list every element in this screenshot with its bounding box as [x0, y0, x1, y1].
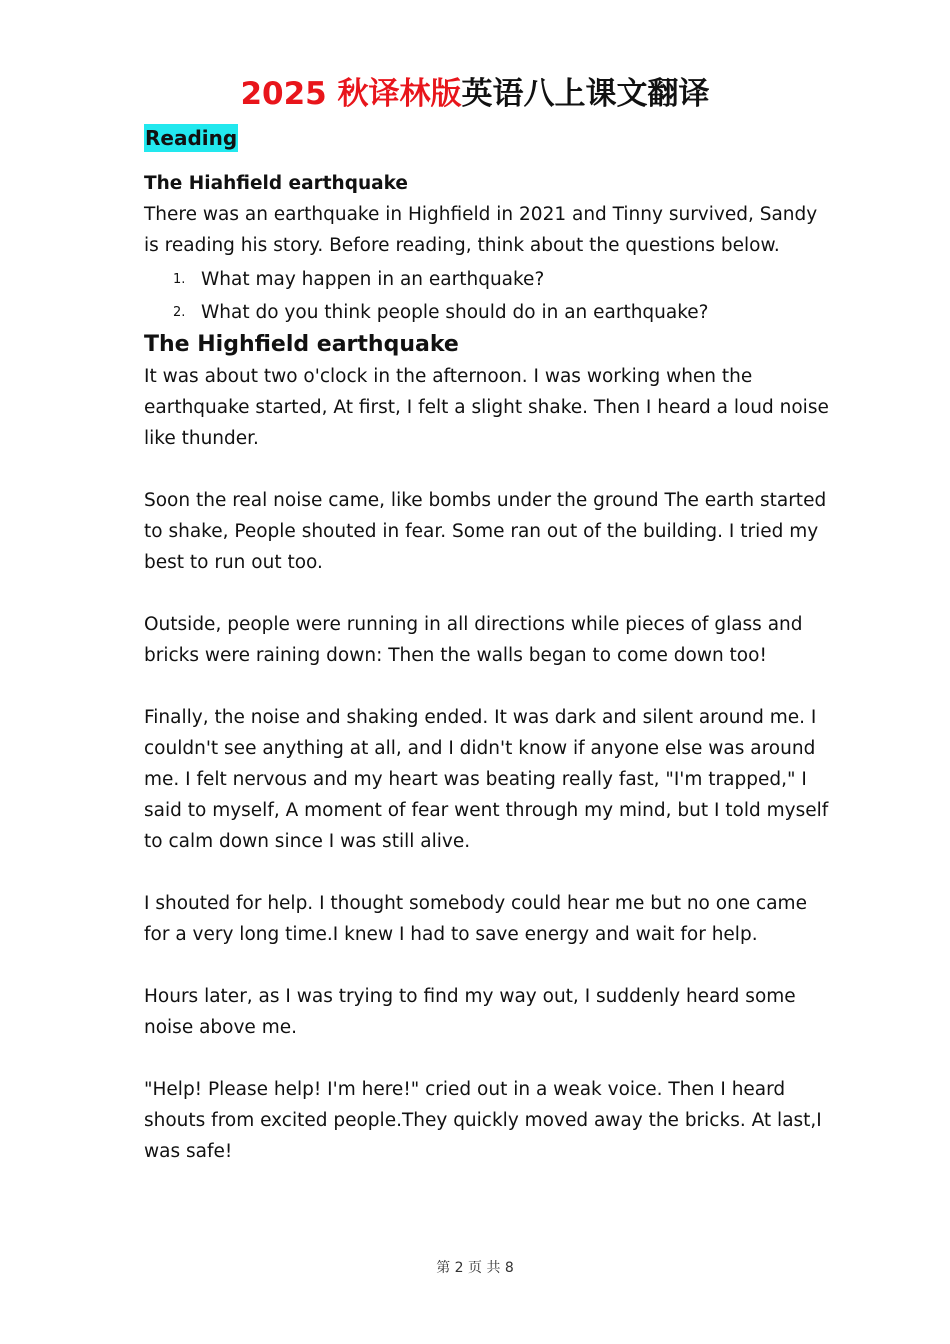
- story-paragraph: It was about two o'clock in the afternoon. I was working when the earthquake started, At first, I felt a slight shake. Then I heard a loud noise like thunder.: [144, 366, 829, 449]
- list-item: [144, 296, 834, 329]
- question-number: 2.: [173, 305, 186, 320]
- story-paragraph: Soon the real noise came, like bombs under the ground The earth started to shake, People shouted in fear. Some ran out of the building. I tried my best to run out too.: [144, 490, 827, 573]
- question-text: What may happen in an earthquake?: [201, 269, 545, 290]
- document-title: [0, 72, 950, 116]
- story-paragraph: Hours later, as I was trying to find my way out, I suddenly heard some noise above me.: [144, 986, 796, 1038]
- story-title: The Highfield earthquake: [144, 332, 459, 357]
- story-paragraph: "Help! Please help! I'm here!" cried out in a weak voice. Then I heard shouts from excited people.They quickly moved away the bricks. At last,I was safe!: [144, 1079, 822, 1162]
- section-subtitle: The Hiahfield earthquake: [144, 173, 408, 194]
- story-paragraph: Finally, the noise and shaking ended. It was dark and silent around me. I couldn't see anything at all, and I didn't know if anyone else was around me. I felt nervous and my heart was beating really fast, "I'm trapped," I said to myself, A moment of fear went through my mind, but I told myself to calm down since I was still alive.: [144, 707, 829, 852]
- title-red-part: 2025 秋译林版: [240, 76, 462, 112]
- section-tag-reading: Reading: [145, 126, 238, 150]
- question-list: [144, 263, 834, 329]
- title-black-part: 英语八上课文翻译: [461, 76, 710, 112]
- intro-text: There was an earthquake in Highfield in 2021 and Tinny survived, Sandy is reading his story. Before reading, think about the questions below.: [144, 204, 818, 256]
- question-number: 1.: [173, 272, 186, 287]
- list-item: [144, 263, 834, 296]
- story-paragraph: I shouted for help. I thought somebody could hear me but no one came for a very long time.I knew I had to save energy and wait for help.: [144, 893, 807, 945]
- question-text: What do you think people should do in an earthquake?: [201, 302, 709, 323]
- document-body: [144, 122, 834, 1167]
- page-footer: 第 2 页 共 8: [436, 1260, 514, 1276]
- story-paragraph: Outside, people were running in all directions while pieces of glass and bricks were raining down: Then the walls began to come down too!: [144, 614, 803, 666]
